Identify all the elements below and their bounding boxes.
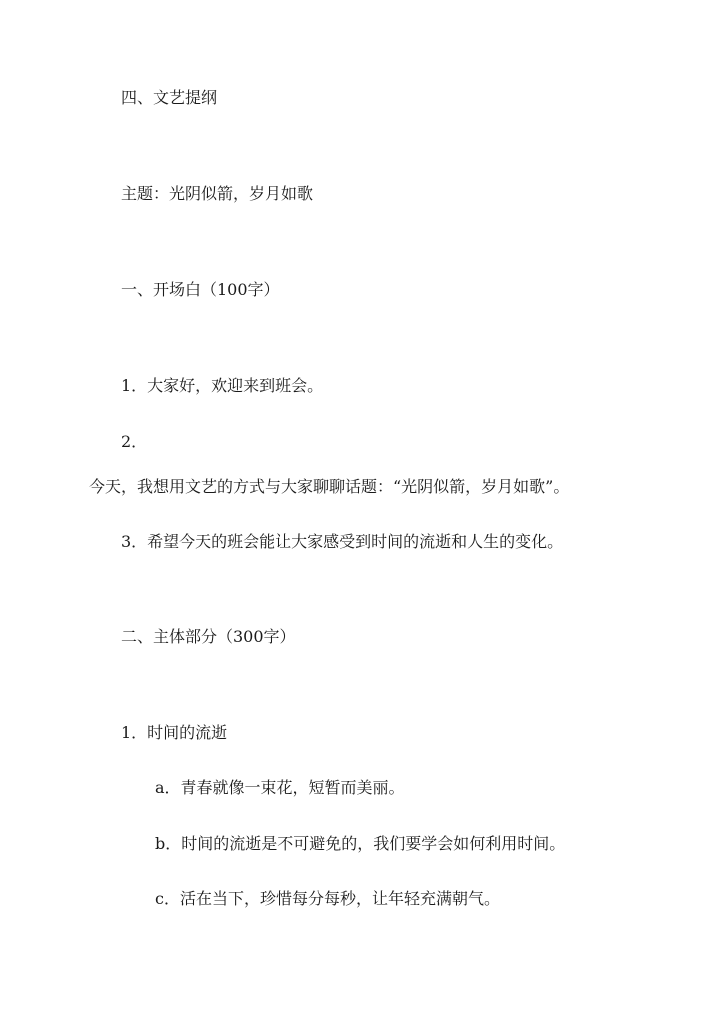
opening-item-2-number: 2． [121,432,148,451]
main-body-heading: 二、主体部分（300字） [121,627,296,646]
opening-heading: 一、开场白（100字） [121,280,280,299]
opening-item-1: 1．大家好，欢迎来到班会。 [121,376,324,395]
main-item-1-title: 1．时间的流逝 [121,723,228,742]
opening-item-3: 3．希望今天的班会能让大家感受到时间的流逝和人生的变化。 [121,532,564,551]
section-heading: 四、文艺提纲 [121,88,218,107]
sub-item-a: a．青春就像一束花，短暂而美丽。 [155,778,405,797]
sub-item-c: c．活在当下，珍惜每分每秒，让年轻充满朝气。 [155,889,500,908]
theme-line: 主题：光阴似箭，岁月如歌 [121,184,314,203]
sub-item-b: b．时间的流逝是不可避免的，我们要学会如何利用时间。 [155,834,566,853]
opening-item-2-text: 今天，我想用文艺的方式与大家聊聊话题：“光阴似箭，岁月如歌”。 [89,477,570,496]
